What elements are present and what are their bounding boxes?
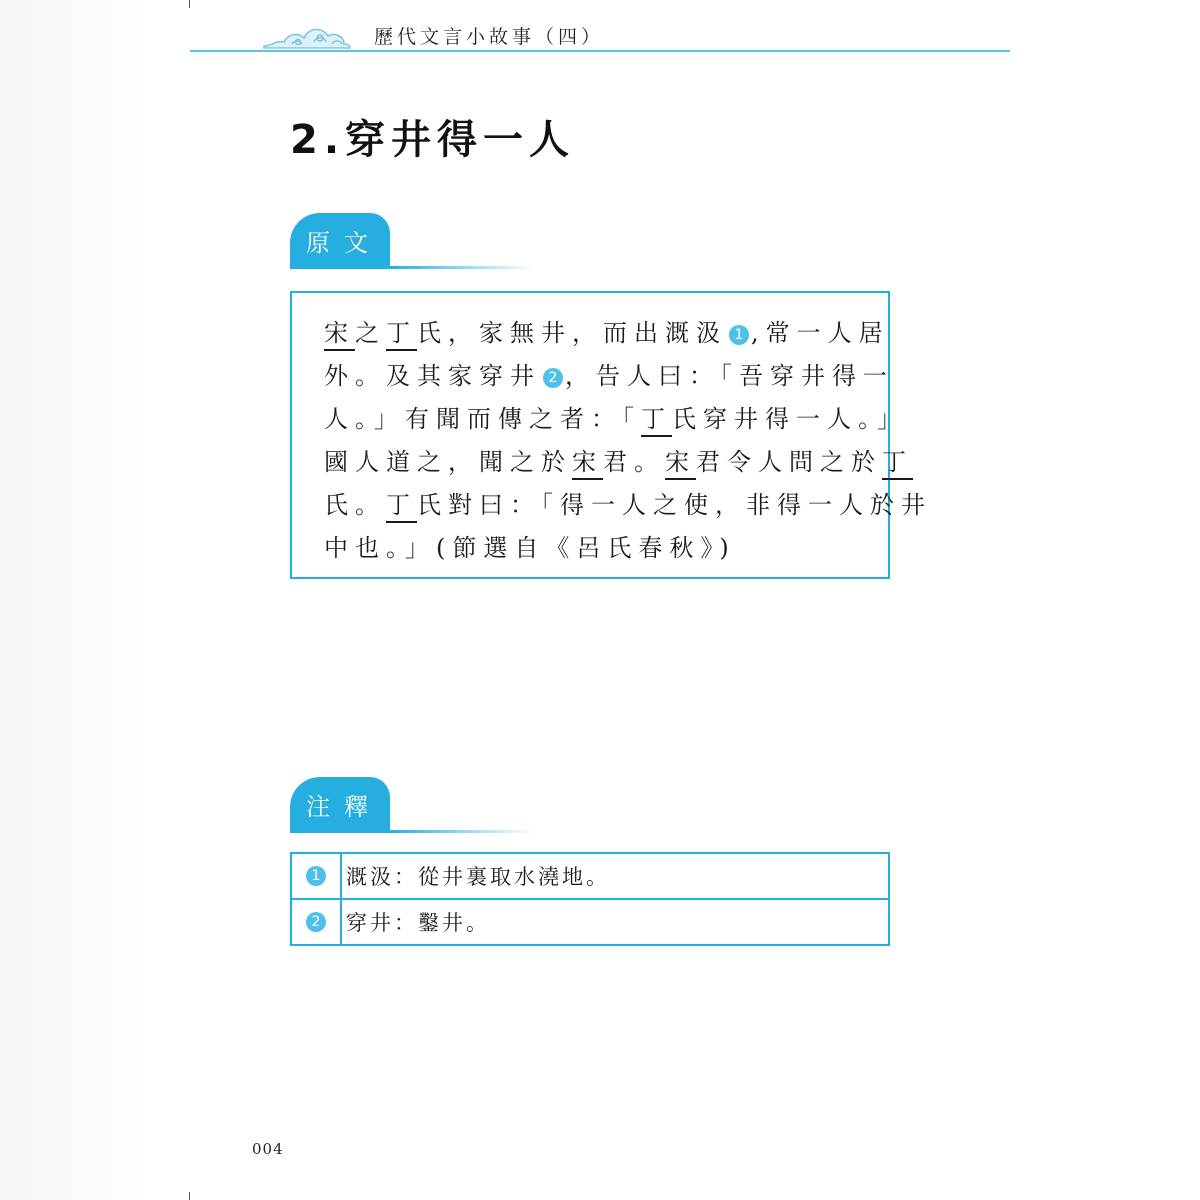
running-header [190,14,1010,54]
text-line [324,356,894,391]
text-run: 中也。」(節選自《呂氏春秋》) [324,534,736,562]
lesson-title: 2.穿井得一人 [290,117,576,163]
text-run: 氏對曰：「得一人之使，非得一人於井 [417,491,932,519]
text-run: 之 [355,319,386,347]
note-badge: 1 [306,866,326,886]
crop-mark [189,0,190,8]
text-run: 人。」有聞而傳之者：「 [324,405,641,433]
note-badge: 2 [306,912,326,932]
section-tab-notes: 注釋 [290,777,390,833]
original-text-box [290,291,932,579]
proper-noun: 丁 [386,491,417,519]
text-run: 氏，家無井，而出溉汲 [417,319,727,347]
cloud-ornament-icon [262,18,352,54]
section-rule [390,266,535,269]
text-run: 君。 [603,448,665,476]
proper-noun: 丁 [882,448,913,476]
text-run: 氏。 [324,491,386,519]
text-run: 國人道之，聞之於 [324,448,572,476]
note-marker[interactable]: 2 [543,368,563,388]
text-line [324,528,736,563]
header-rule [190,50,1010,52]
proper-noun: 丁 [386,319,417,347]
note-number-cell [291,899,341,945]
note-marker[interactable]: 1 [729,325,749,345]
proper-noun: 宋 [572,448,603,476]
note-row [291,899,889,945]
notes-table [290,852,890,946]
text-run: 君令人問之於 [696,448,882,476]
page-edge-shading [0,0,150,1200]
text-run: ,常一人居 [751,319,890,347]
text-line [324,485,932,520]
note-number-cell [291,853,341,899]
text-run: ，告人曰：「吾穿井得一 [565,362,894,390]
note-row [291,853,889,899]
proper-noun: 宋 [324,319,355,347]
section-tab-original: 原文 [290,213,390,269]
note-definition: 溉汲：從井裏取水澆地。 [341,853,889,899]
proper-noun: 丁 [641,405,672,433]
page-number: 004 [252,1140,284,1158]
proper-noun: 宋 [665,448,696,476]
book-title: 歷代文言小故事（四） [374,26,605,48]
text-run: 氏穿井得一人。」 [672,405,908,433]
text-line [324,313,890,348]
section-rule [390,830,535,833]
crop-mark [189,1192,190,1200]
text-run: 外。及其家穿井 [324,362,541,390]
note-definition: 穿井：鑿井。 [341,899,889,945]
text-line [324,399,908,434]
text-line [324,442,913,477]
